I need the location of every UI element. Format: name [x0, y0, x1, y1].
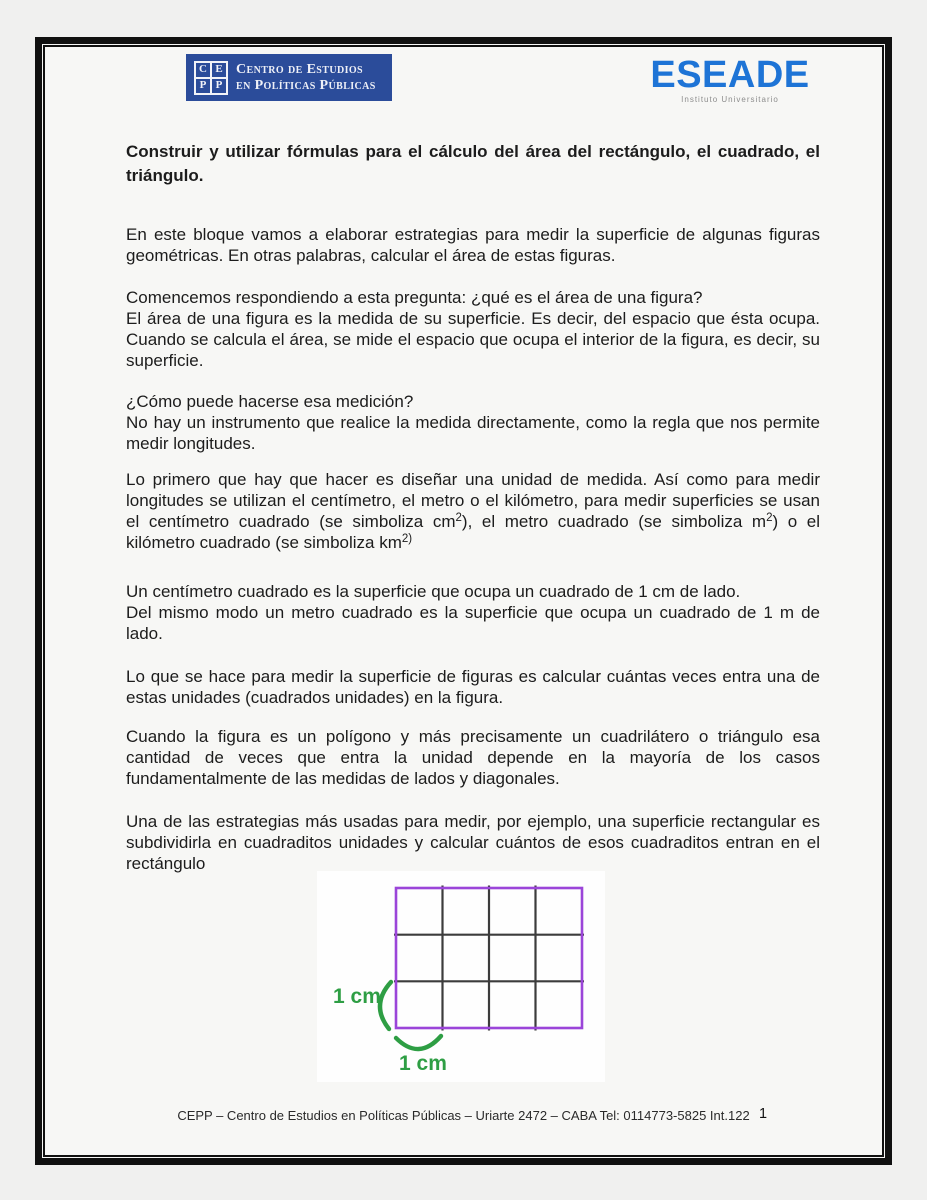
units-text-1: Lo primero que hay que hacer es diseñar una unidad de medida. Así como para medir longitudes se utilizan el centímetro, el metro o el kilómetro, para medir superficies se usan el centímetro cuadrado (se simboliza cm	[126, 470, 820, 531]
footer-address: CEPP – Centro de Estudios en Políticas Públicas – Uriarte 2472 – CABA Tel: 0114773-5825 Int.122	[177, 1108, 750, 1123]
page-inner-border	[43, 45, 884, 1157]
superscript-cm2: 2	[455, 512, 462, 524]
paragraph-intro: En este bloque vamos a elaborar estrategias para medir la superficie de algunas figuras geométricas. En otras palabras, calcular el área de estas figuras.	[126, 225, 820, 265]
paragraph-polygons: Cuando la figura es un polígono y más precisamente un cuadrilátero o triángulo esa cantidad de veces que entra la unidad depende en la mayoría de los casos fundamentalmente de las medidas de lados y diagonales.	[126, 727, 820, 788]
eseade-logo-wordmark: ESEADE	[650, 54, 810, 96]
measure-braces	[380, 982, 441, 1049]
cepp-monogram-letter: C	[195, 62, 211, 78]
answer-area: El área de una figura es la medida de su superficie. Es decir, del espacio que ésta ocupa. Cuando se calcula el área, se mide el espacio que ocupa el interior de la figura, es decir, su superficie.	[126, 309, 820, 370]
cepp-logo-text	[236, 62, 376, 94]
side-measure-label: 1 cm	[333, 985, 381, 1008]
question-area: Comencemos respondiendo a esta pregunta: ¿qué es el área de una figura?	[126, 288, 703, 307]
page-border-frame	[35, 37, 892, 1165]
question-measurement: ¿Cómo puede hacerse esa medición?	[126, 392, 414, 411]
grid-lines	[394, 886, 584, 1031]
cepp-logo-line1: Centro de Estudios	[236, 61, 364, 77]
square-meter-line: Del mismo modo un metro cuadrado es la superficie que ocupa un cuadrado de 1 m de lado.	[126, 603, 820, 643]
eseade-logo	[640, 54, 820, 104]
square-centimeter-line: Un centímetro cuadrado es la superficie que ocupa un cuadrado de 1 cm de lado.	[126, 582, 741, 601]
grid-rectangle-figure	[317, 871, 605, 1082]
paragraph-square-centimeter	[126, 581, 820, 644]
cepp-logo-monogram	[194, 61, 228, 95]
side-brace	[380, 982, 391, 1029]
cepp-monogram-letter: P	[195, 78, 211, 94]
bottom-measure-label: 1 cm	[399, 1052, 447, 1075]
cepp-logo-line2: en Políticas Públicas	[236, 77, 376, 93]
paragraph-units	[126, 469, 820, 553]
answer-measurement: No hay un instrumento que realice la medida directamente, como la regla que nos permite medir longitudes.	[126, 413, 820, 453]
paragraph-strategy: Una de las estrategias más usadas para medir, por ejemplo, una superficie rectangular es subdividirla en cuadraditos unidades y calcular cuántos de esos cuadraditos entran en el rectángulo	[126, 812, 820, 873]
superscript-km2: 2)	[401, 533, 413, 545]
units-text-2: ), el metro cuadrado (se simboliza m	[461, 512, 767, 531]
paragraph-measurement	[126, 391, 820, 454]
cepp-monogram-letter: E	[211, 62, 227, 78]
document-title: Construir y utilizar fórmulas para el cálculo del área del rectángulo, el cuadrado, el triángulo.	[126, 142, 820, 185]
superscript-m2: 2	[766, 512, 773, 524]
cepp-logo	[186, 54, 392, 101]
grid-rectangle-diagram	[317, 871, 605, 1082]
page-number: 1	[759, 1106, 768, 1122]
paragraph-counting-units: Lo que se hace para medir la superficie de figuras es calcular cuántas veces entra una de estas unidades (cuadrados unidades) en la figura.	[126, 667, 820, 707]
cepp-monogram-letter: P	[211, 78, 227, 94]
units-text-3: ) o el kilómetro cuadrado (se simboliza km	[126, 512, 820, 552]
bottom-brace	[396, 1036, 441, 1049]
page-content	[45, 47, 882, 1155]
eseade-logo-subtitle: Instituto Universitario	[681, 95, 779, 104]
paragraph-area-definition	[126, 287, 820, 371]
